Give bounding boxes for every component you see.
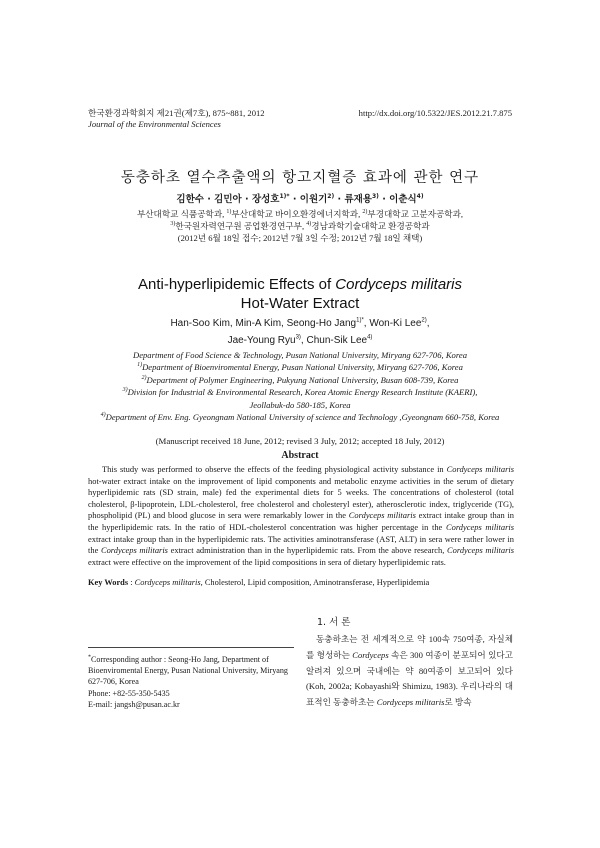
keywords: [88, 578, 514, 587]
title-text: Anti-hyperlipidemic Effects of: [137, 276, 336, 293]
affil-text: 경남과학기술대학교 환경공학과: [311, 221, 430, 231]
affil-mark: 2): [362, 209, 368, 216]
abstract-text: extract intake group than in the hyperlipidemic rats. The activities aminotransferase (AST, ALT) in sera were rather lower in the: [88, 533, 514, 556]
author-mark: 3): [371, 192, 379, 200]
journal-header: [88, 108, 265, 130]
abstract-body: [88, 464, 514, 568]
intro-text: 로 방속: [444, 697, 472, 708]
footnote-mark: *: [88, 654, 91, 661]
species-name: Cordyceps: [352, 649, 389, 660]
korean-author: 이원기: [299, 194, 328, 205]
journal-citation-ko: 한국환경과학회지 제21권(제7호), 875~881, 2012: [88, 108, 265, 118]
author-mark: 2): [421, 317, 427, 324]
korean-authors: [0, 191, 600, 205]
english-affiliation: [60, 386, 540, 398]
abstract-text: extract intake group than in the hyperlipidemic rats. In the ratio of HDL-cholesterol concentration was higher percentage in the: [88, 510, 515, 532]
english-affiliation: [60, 411, 540, 423]
author-mark: 4): [367, 334, 373, 341]
footnote-text: Corresponding author : Seong-Ho Jang, Department of Bioenviromental Energy, Pusan National University, Miryang 627-706, Korea: [88, 655, 288, 687]
affil-mark: 1): [137, 362, 143, 369]
english-affiliation: [60, 349, 540, 361]
english-author: Jae-Young Ryu: [227, 335, 296, 346]
affil-text: 부경대학교 고분자공학과,: [367, 209, 464, 219]
author-separator: ·: [241, 194, 252, 205]
english-author: , Chun-Sik Lee: [300, 335, 368, 346]
abstract-text: extract administration than in the hyperlipidemic rats. From the above research,: [167, 545, 447, 556]
keyword-species: Cordyceps militaris: [134, 578, 201, 587]
footnote-divider: [88, 647, 294, 648]
author-separator: ·: [203, 194, 215, 205]
affil-text: Jeollabuk-do 580-185, Korea: [249, 399, 351, 410]
author-separator: ,: [426, 318, 430, 329]
journal-name-en: Journal of the Environmental Sciences: [88, 119, 221, 129]
english-author: Min-A Kim,: [235, 318, 287, 329]
intro-text: 속은 300 여종이 분포되어 있다고 알려져 있으며 국내에는 약 80여종이 보고되어 있다(Koh, 2002a; Kobayashi와 Shimizu, 1983). 우리나라의 대표적인 동충하초는: [306, 649, 513, 708]
english-title: [0, 275, 600, 313]
manuscript-dates: (Manuscript received 18 June, 2012; revised 3 July, 2012; accepted 18 July, 2012): [155, 436, 445, 446]
affil-text: Department of Polymer Engineering, Pukyung National University, Busan 608-739, Korea: [146, 374, 459, 385]
affil-mark: 4): [306, 221, 312, 228]
author-mark: 2): [327, 192, 335, 200]
korean-author: 김민아: [214, 194, 242, 205]
english-affiliation: [60, 361, 540, 373]
affil-text: Department of Bioenviromental Energy, Pusan National University, Miryang 627-706, Korea: [142, 362, 463, 373]
affil-text: Division for Industrial & Environmental Research, Korea Atomic Energy Research Institute (KAERI),: [127, 387, 478, 398]
title-text: Hot-Water Extract: [240, 295, 360, 312]
affil-text: 한국원자력연구원 공업환경연구부,: [175, 221, 307, 231]
introduction-text: [306, 632, 513, 711]
species-name: Cordyceps militaris: [446, 464, 514, 474]
korean-affiliation-line: [0, 208, 600, 220]
species-name: Cordyceps militaris: [445, 521, 515, 532]
intro-paragraph: [306, 632, 513, 711]
author-mark: 1)*: [279, 192, 290, 200]
abstract-text: hot-water extract intake on the improvement of lipid components and metabolic enzyme activities in the serum of dietary hyperlipidemic rats (SD strain, male) fed the experimental diets for 5 weeks. The concentrations of cholesterol (total cholesterol, β-lipoprotein, LDL-cholesterol, free cholesterol and cholesteryl ester), atherosclerotic index, triglyceride (TG), phospholipid (PL) and blood glucose in sera were remarkably lower in the: [88, 475, 514, 521]
species-name: Cordyceps militaris: [100, 545, 168, 556]
footnote-email[interactable]: E-mail: jangsh@pusan.ac.kr: [88, 699, 180, 709]
abstract-paragraph: [88, 464, 514, 568]
affil-mark: 3): [122, 387, 128, 394]
species-name: Cordyceps militaris: [348, 510, 416, 521]
author-mark: 3): [295, 334, 301, 341]
section-heading-introduction: 1. 서 론: [317, 617, 351, 628]
english-author: Han-Soo Kim,: [170, 318, 236, 329]
keywords-label: Key Words: [88, 578, 129, 587]
footnote-line: [88, 654, 296, 688]
author-mark: 1)*: [356, 317, 364, 324]
english-affiliation: [60, 399, 540, 411]
english-authors: [0, 315, 600, 349]
affil-text: 부산대학교 식품공학과,: [136, 209, 227, 219]
affil-text: 부산대학교 바이오환경에너지학과,: [231, 209, 363, 219]
affil-mark: 2): [141, 374, 147, 381]
english-author: , Won-Ki Lee: [363, 318, 422, 329]
species-name: Cordyceps militaris: [447, 545, 515, 556]
korean-affiliation-line: [0, 220, 600, 232]
doi-link[interactable]: http://dx.doi.org/10.5322/JES.2012.21.7.875: [358, 108, 512, 118]
abstract-heading: Abstract: [281, 450, 319, 461]
keywords-list: , Cholesterol, Lipid composition, Aminotransferase, Hyperlipidemia: [200, 578, 430, 587]
affil-mark: 4): [100, 412, 106, 419]
footnote-phone: Phone: +82-55-350-5435: [88, 688, 170, 698]
korean-affiliations: [0, 208, 600, 244]
title-species: Cordyceps militaris: [335, 276, 462, 293]
affil-mark: 3): [170, 221, 176, 228]
korean-author: 이춘식: [389, 194, 417, 205]
korean-author: 류재용: [344, 194, 372, 205]
author-separator: ·: [334, 194, 345, 205]
abstract-text: extract were effective on the improvement of the lipid compositions in sera of dietary hyperlipidemic rats.: [88, 556, 446, 567]
english-author: Seong-Ho Jang: [286, 318, 357, 329]
english-affiliation: [60, 374, 540, 386]
species-name: Cordyceps militaris: [376, 697, 445, 708]
author-separator: ·: [378, 194, 390, 205]
corresponding-author-footnote: [88, 654, 296, 710]
affil-text: Department of Food Science & Technology, Pusan National University, Miryang 627-706, Korea: [132, 350, 467, 360]
affil-mark: 1): [226, 209, 232, 216]
korean-author: 김한수: [176, 194, 204, 205]
korean-title: 동충하초 열수추출액의 항고지혈증 효과에 관한 연구: [120, 170, 480, 186]
abstract-text: This study was performed to observe the effects of the feeding physiological activity substance in: [102, 464, 447, 474]
korean-author: 장성호: [251, 194, 280, 205]
affil-text: Department of Env. Eng. Gyeongnam National University of science and Technology ,Gyeongnam 660-758, Korea: [105, 412, 500, 423]
english-affiliations: [60, 349, 540, 423]
korean-dates: (2012년 6월 18일 접수; 2012년 7월 3일 수정; 2012년 7월 18일 채택): [177, 233, 423, 243]
author-mark: 4): [416, 192, 424, 200]
author-separator: ·: [289, 194, 300, 205]
keywords-separator: :: [128, 578, 135, 587]
intro-text: 동충하초는 전 세계적으로 약 100속 750여종, 자실체를 형성하는: [306, 634, 513, 660]
